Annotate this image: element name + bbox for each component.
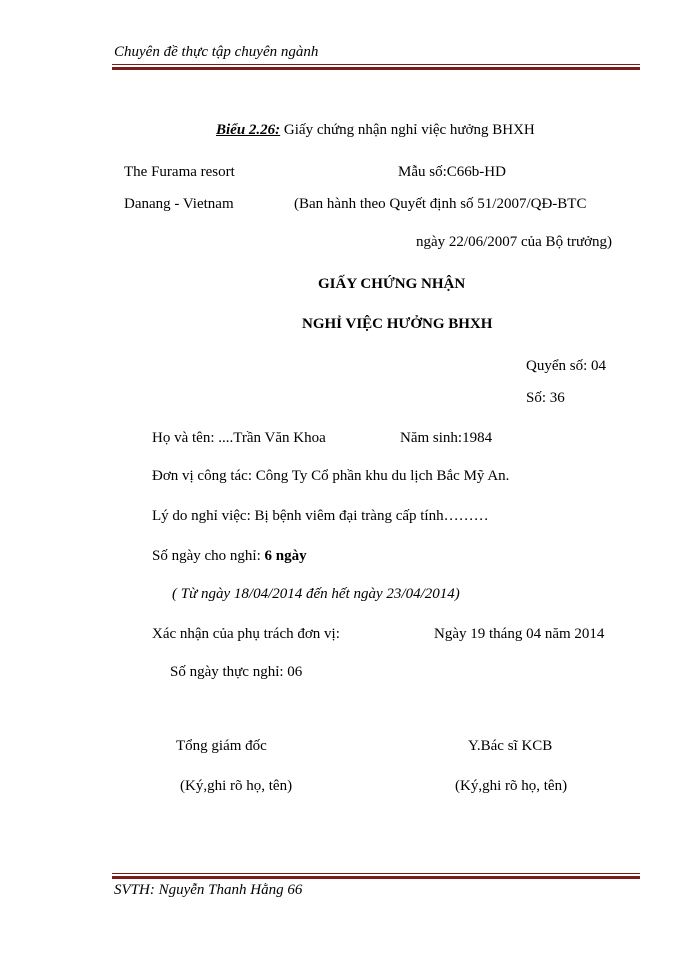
doc-title-line2: NGHỈ VIỆC HƯỞNG BHXH <box>302 316 493 332</box>
page-header-title: Chuyên đề thực tập chuyên ngành <box>114 44 319 60</box>
decree-line2: ngày 22/06/2007 của Bộ trưởng) <box>416 234 613 250</box>
footer-author: SVTH: Nguyễn Thanh Hằng 66 <box>114 882 303 898</box>
birth-year: Năm sinh:1984 <box>400 430 493 446</box>
actual-days: Số ngày thực nghỉ: 06 <box>170 664 303 680</box>
footer-rule-thick <box>112 876 640 879</box>
leave-days-label: Số ngày cho nghỉ: <box>152 548 265 564</box>
org-name-line1: The Furama resort <box>124 164 235 180</box>
form-number: Mẫu số:C66b-HD <box>398 164 506 180</box>
signature-right-title: Y.Bác sĩ KCB <box>468 738 553 754</box>
caption-label: Biểu 2.26: <box>216 122 281 138</box>
leave-days-value: 6 ngày <box>264 548 307 564</box>
org-name-line2: Danang - Vietnam <box>124 196 234 212</box>
signature-right-note: (Ký,ghi rõ họ, tên) <box>455 778 568 794</box>
header-rule-thick <box>112 67 640 70</box>
employee-name: Họ và tên: ....Trần Văn Khoa <box>152 430 326 446</box>
header-rule-thin <box>112 64 640 65</box>
leave-reason: Lý do nghỉ việc: Bị bệnh viêm đại tràng cấp tính……… <box>152 508 489 524</box>
signature-left-title: Tổng giám đốc <box>176 738 267 754</box>
book-number: Số: 36 <box>526 390 565 406</box>
figure-caption <box>216 122 535 139</box>
unit-confirmation: Xác nhận của phụ trách đơn vị: <box>152 626 340 642</box>
leave-days <box>152 548 307 565</box>
doc-title-line1: GIẤY CHỨNG NHẬN <box>318 276 466 292</box>
issue-date: Ngày 19 tháng 04 năm 2014 <box>434 626 605 642</box>
caption-text: Giấy chứng nhận nghỉ việc hưởng BHXH <box>280 122 535 138</box>
leave-period: ( Từ ngày 18/04/2014 đến hết ngày 23/04/2014) <box>172 586 460 602</box>
workplace: Đơn vị công tác: Công Ty Cổ phần khu du lịch Bắc Mỹ An. <box>152 468 510 484</box>
signature-left-note: (Ký,ghi rõ họ, tên) <box>180 778 293 794</box>
footer-rule-thin <box>112 873 640 874</box>
book-volume: Quyển số: 04 <box>526 358 606 374</box>
decree-line1: (Ban hành theo Quyết định số 51/2007/QĐ-BTC <box>294 196 587 212</box>
